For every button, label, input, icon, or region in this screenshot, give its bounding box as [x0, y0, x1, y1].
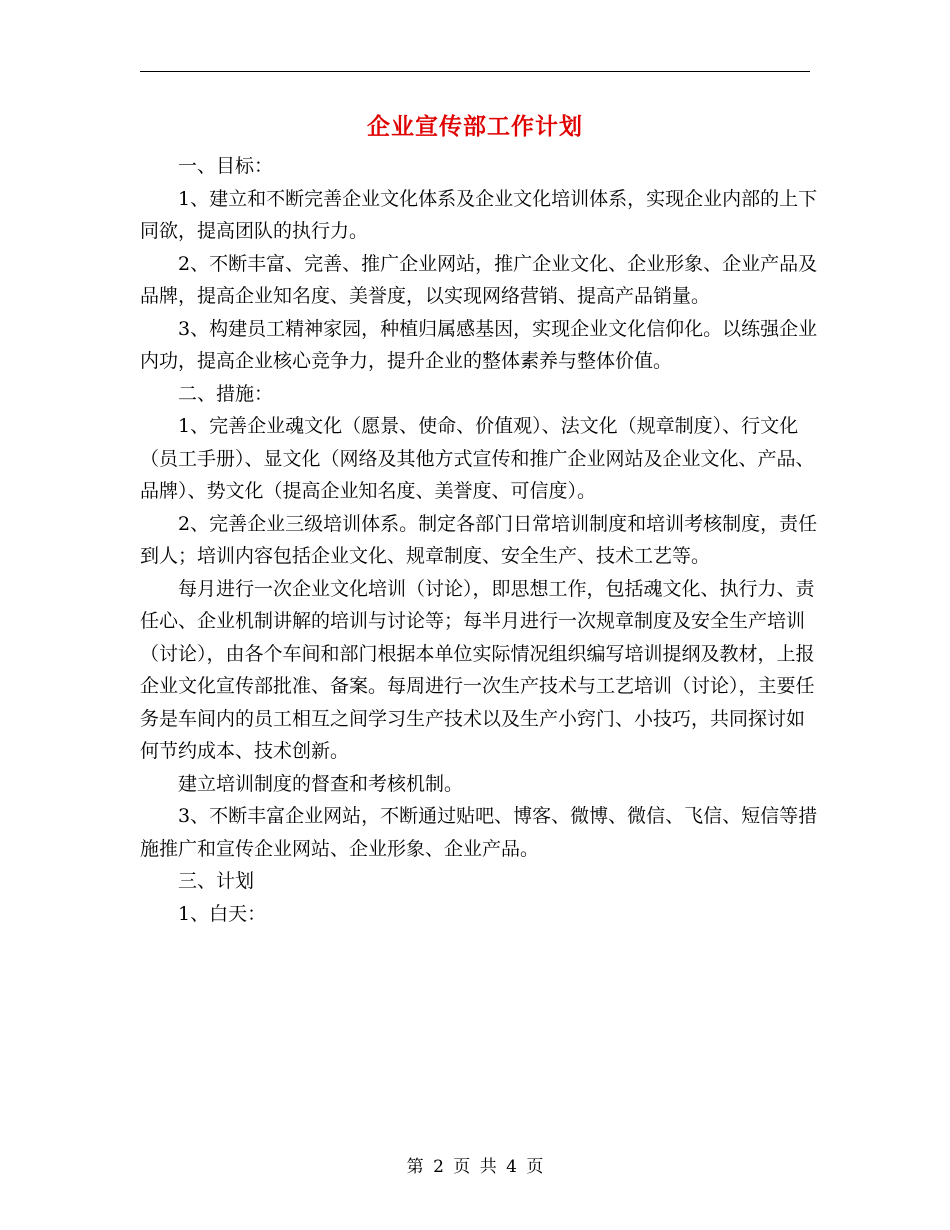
page-number-footer: 第 2 页 共 4 页 [406, 1157, 544, 1177]
paragraph: 三、计划 [178, 870, 255, 892]
paragraph: 1、白天： [178, 902, 267, 925]
paragraph: 3、不断丰富企业网站，不断通过贴吧、博客、微博、微信、飞信、短信等措施推广和宣传企业网站、企业形象、企业产品。 [140, 805, 818, 860]
paragraph: 二、措施： [178, 382, 274, 405]
header-rule [140, 71, 810, 72]
paragraph: 建立培训制度的督查和考核机制。 [178, 772, 464, 795]
paragraph: 1、建立和不断完善企业文化体系及企业文化培训体系，实现企业内部的上下同欲，提高团队的执行力。 [140, 187, 818, 242]
paragraph: 一、目标： [178, 155, 274, 177]
paragraph: 2、不断丰富、完善、推广企业网站，推广企业文化、企业形象、企业产品及品牌，提高企业知名度、美誉度，以实现网络营销、提高产品销量。 [140, 252, 818, 307]
paragraph: 1、完善企业魂文化（愿景、使命、价值观）、法文化（规章制度）、行文化（员工手册）、显文化（网络及其他方式宣传和推广企业网站及企业文化、产品、品牌）、势文化（提高企业知名度、美誉度、可信度）。 [140, 415, 815, 502]
paragraph: 2、完善企业三级培训体系。制定各部门日常培训制度和培训考核制度，责任到人；培训内容包括企业文化、规章制度、安全生产、技术工艺等。 [140, 512, 818, 567]
document-title: 企业宣传部工作计划 [367, 113, 583, 140]
paragraph: 每月进行一次企业文化培训（讨论），即思想工作，包括魂文化、执行力、责任心、企业机制讲解的培训与讨论等；每半月进行一次规章制度及安全生产培训（讨论），由各个车间和部门根据本单位实际情况组织编写培训提纲及教材，上报企业文化宣传部批准、备案。每周进行一次生产技术与工艺培训（讨论），主要任务是车间内的员工相互之间学习生产技术以及生产小窍门、小技巧，共同探讨如何节约成本、技术创新。 [140, 577, 815, 762]
paragraph: 3、构建员工精神家园，种植归属感基因，实现企业文化信仰化。以练强企业内功，提高企业核心竞争力，提升企业的整体素养与整体价值。 [140, 317, 818, 372]
document-body [140, 150, 820, 930]
